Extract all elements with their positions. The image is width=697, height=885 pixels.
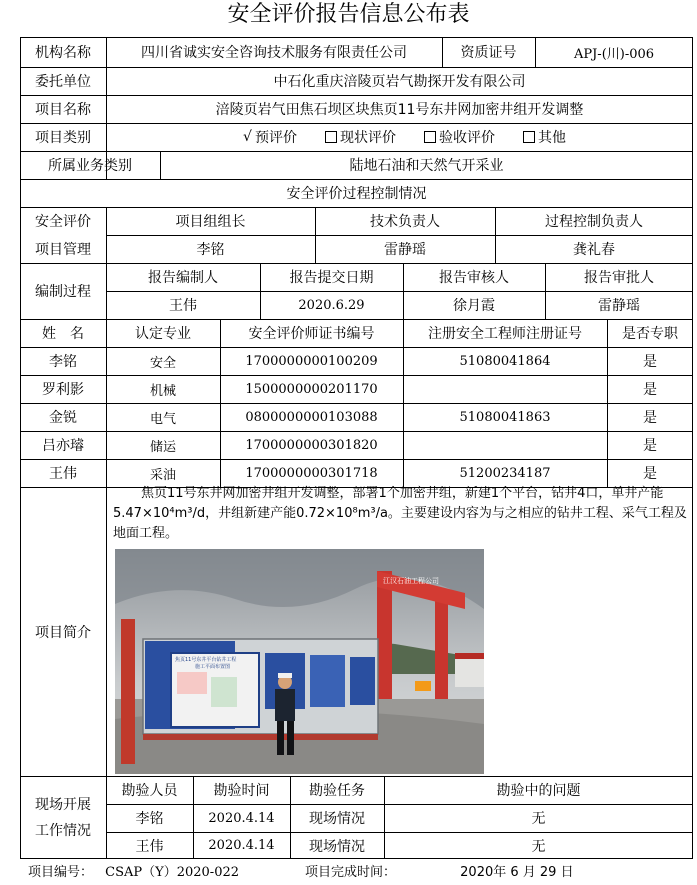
site-header: 勘验任务 <box>309 783 365 799</box>
cert-number: APJ-(川)-006 <box>573 46 655 62</box>
site-header: 勘验时间 <box>213 783 270 799</box>
client-name: 中石化重庆涪陵页岩气勘探开发有限公司 <box>273 74 526 90</box>
business-category: 陆地石油和天然气开采业 <box>349 158 504 174</box>
staff-name: 李铭 <box>49 354 77 370</box>
compile-value: 徐月霞 <box>453 298 495 314</box>
site-issue: 无 <box>531 838 546 855</box>
footer-code <box>28 862 239 884</box>
staff-fulltime: 是 <box>643 410 657 426</box>
staff-fulltime: 是 <box>643 466 657 482</box>
business-label: 所属业务类别 <box>48 158 132 174</box>
completion-date: 2020年 6 月 29 日 <box>460 865 574 880</box>
site-photo <box>115 549 484 774</box>
staff-header: 是否专职 <box>622 326 678 342</box>
checked-icon: √ <box>243 129 252 145</box>
staff-name: 吕亦璿 <box>42 438 84 454</box>
staff-header: 注册安全工程师注册证号 <box>428 326 582 342</box>
process-header: 安全评价过程控制情况 <box>286 186 427 202</box>
project-type-label: 项目类别 <box>35 130 91 146</box>
staff-cert: 1700000000301820 <box>245 437 378 453</box>
staff-major: 采油 <box>149 467 176 483</box>
client-label: 委托单位 <box>35 74 91 90</box>
site-label <box>20 776 106 859</box>
compile-value: 王伟 <box>169 298 197 314</box>
staff-major: 机械 <box>149 383 176 399</box>
staff-fulltime: 是 <box>643 354 657 370</box>
staff-header: 姓 名 <box>42 326 84 342</box>
staff-name: 王伟 <box>49 466 77 482</box>
role-leader: 项目组组长 <box>175 214 246 230</box>
role-tech: 技术负责人 <box>370 214 440 230</box>
site-person: 李铭 <box>135 811 164 827</box>
project-code: CSAP（Y）2020-022 <box>105 865 240 880</box>
management-label-1: 安全评价 <box>35 214 91 230</box>
cert-label: 资质证号 <box>460 45 517 61</box>
staff-reg: 51080041864 <box>459 353 551 369</box>
staff-cert: 1500000000201170 <box>245 381 378 397</box>
compile-header: 报告提交日期 <box>289 270 374 286</box>
staff-name: 金锐 <box>49 410 77 426</box>
completion-label: 项目完成时间： <box>305 865 397 880</box>
footer-date <box>305 862 574 884</box>
compile-header: 报告审核人 <box>439 270 509 286</box>
intro-label: 项目简介 <box>35 624 91 641</box>
compile-header: 报告编制人 <box>148 270 218 286</box>
staff-major: 储运 <box>149 439 176 455</box>
board-subtitle: 施工平面布置图 <box>195 664 231 670</box>
org-name: 四川省诚实安全咨询技术服务有限责任公司 <box>141 45 407 61</box>
staff-fulltime: 是 <box>643 438 657 454</box>
name-tech: 雷静瑶 <box>384 242 426 258</box>
compile-header: 报告审批人 <box>584 270 654 286</box>
staff-header: 认定专业 <box>135 326 191 342</box>
staff-cert: 1700000000100209 <box>245 353 378 369</box>
type-option-acceptance: 验收评价 <box>438 130 495 146</box>
staff-cert: 1700000000301718 <box>245 465 378 481</box>
staff-cert: 0800000000103088 <box>245 409 378 425</box>
type-option-status: 现状评价 <box>339 130 396 146</box>
type-option-pre: 预评价 <box>254 130 297 146</box>
staff-reg <box>403 375 607 403</box>
intro-text: 焦页11号东井网加密井组开发调整，部署1个加密井组，新建1个平台，钻井4口，单井产能5.47×10⁴m³/d，井组新建产能0.72×10⁸m³/a。主要建设内容为与之相应的钻井工程、采气工程及地面工程。 <box>113 486 687 541</box>
compile-value: 雷静瑶 <box>598 298 640 314</box>
role-process: 过程控制负责人 <box>545 214 643 230</box>
board-title: 焦页11号东井平台钻井工程 <box>175 657 237 663</box>
site-header: 勘验中的问题 <box>496 783 581 799</box>
site-task: 现场情况 <box>309 838 365 855</box>
staff-header: 安全评价师证书编号 <box>248 326 375 342</box>
project-code-label: 项目编号： <box>28 865 94 880</box>
project-name: 涪陵页岩气田焦石坝区块焦页11号东井网加密井组开发调整 <box>215 102 584 118</box>
compile-label: 编制过程 <box>35 284 91 300</box>
site-person: 王伟 <box>135 838 164 855</box>
staff-name: 罗利影 <box>42 382 84 398</box>
staff-fulltime: 是 <box>643 382 657 398</box>
staff-reg <box>403 431 607 459</box>
site-issue: 无 <box>531 811 546 827</box>
checkbox-icon <box>424 131 436 143</box>
management-label-2: 项目管理 <box>35 242 91 258</box>
page-title: 安全评价报告信息公布表 <box>227 2 470 27</box>
site-header: 勘验人员 <box>121 783 178 799</box>
staff-reg: 51200234187 <box>459 465 551 481</box>
compile-date: 2020.6.29 <box>298 297 365 313</box>
project-name-label: 项目名称 <box>35 102 91 118</box>
gate-sign: 江汉石油工程公司 <box>383 577 439 585</box>
checkbox-icon <box>325 131 337 143</box>
staff-major: 电气 <box>149 411 176 427</box>
checkbox-icon <box>523 131 535 143</box>
site-time: 2020.4.14 <box>208 838 275 853</box>
site-task: 现场情况 <box>309 811 365 827</box>
staff-major: 安全 <box>149 355 176 371</box>
site-time: 2020.4.14 <box>208 810 275 826</box>
staff-reg: 51080041863 <box>459 409 551 425</box>
site-label-line2: 工作情况 <box>35 822 91 839</box>
type-option-other: 其他 <box>537 130 566 146</box>
name-process: 龚礼春 <box>573 242 615 258</box>
org-label: 机构名称 <box>35 45 91 61</box>
project-type-options <box>106 123 693 151</box>
site-label-line1: 现场开展 <box>35 796 91 813</box>
name-leader: 李铭 <box>196 242 225 258</box>
